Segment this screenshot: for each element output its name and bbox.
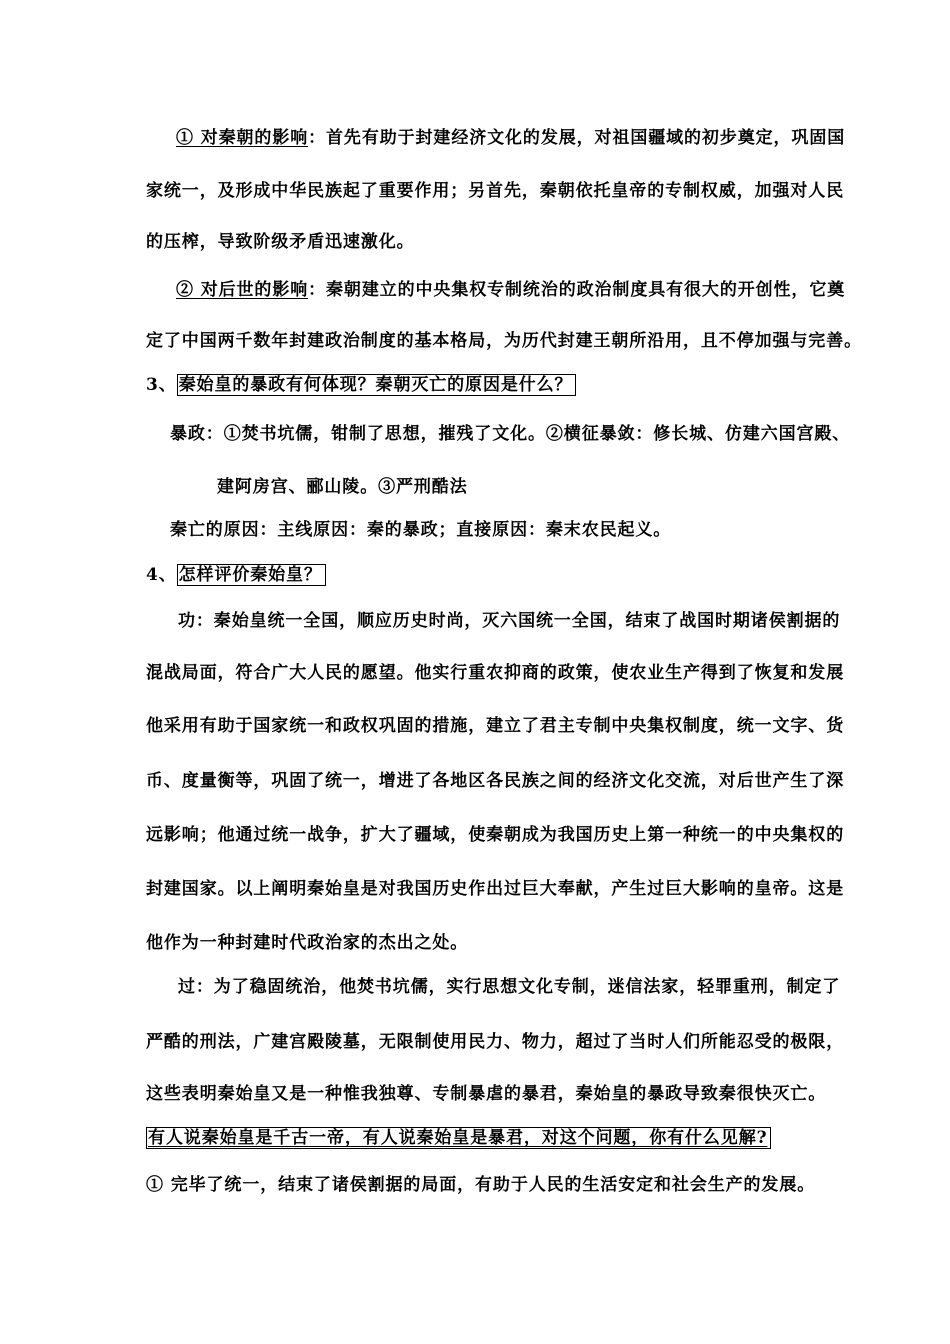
question-3-text: 秦始皇的暴政有何体现？秦朝灭亡的原因是什么？ bbox=[177, 374, 577, 396]
fall-cause-line: 秦亡的原因：主线原因：秦的暴政；直接原因：秦末农民起义。 bbox=[170, 520, 672, 540]
merit-line-3: 他采用有助于国家统一和政权巩固的措施，建立了君主专制中央集权制度，统一文字、货 bbox=[146, 716, 845, 736]
effect-on-later-label: ② 对后世的影响 bbox=[176, 280, 309, 300]
tyranny-line-1: 暴政：①焚书坑儒，钳制了思想，摧残了文化。②横征暴敛：修长城、仿建六国宫殿、 bbox=[170, 424, 851, 444]
question-5-text: 有人说秦始皇是千古一帝，有人说秦始皇是暴君，对这个问题，你有什么见解? bbox=[146, 1127, 771, 1149]
effect-on-qin-label: ① 对秦朝的影响 bbox=[176, 128, 309, 148]
tyranny-line-2: 建阿房宫、郦山陵。③严刑酷法 bbox=[217, 477, 468, 497]
merit-line-4: 币、度量衡等，巩固了统一，增进了各地区各民族之间的经济文化交流，对后世产生了深 bbox=[146, 771, 845, 791]
effect-on-later-paragraph bbox=[176, 279, 845, 301]
question-5-heading bbox=[146, 1127, 771, 1149]
merit-line-5: 远影响；他通过统一战争，扩大了疆域，使秦朝成为我国历史上第一种统一的中央集权的 bbox=[146, 825, 845, 845]
effect-on-later-colon: ： bbox=[308, 280, 327, 300]
effect-on-qin-line-2: 家统一，及形成中华民族起了重要作用；另首先，秦朝依托皇帝的专制权威，加强对人民 bbox=[146, 181, 845, 201]
question-3-number: 3、 bbox=[146, 375, 177, 395]
effect-on-qin-line-1: 首先有助于封建经济文化的发展，对祖国疆域的初步奠定，巩固国 bbox=[326, 128, 846, 148]
question-3-heading bbox=[146, 374, 576, 396]
fault-line-1: 过：为了稳固统治，他焚书坑儒，实行思想文化专制，迷信法家，轻罪重刑，制定了 bbox=[178, 977, 841, 997]
effect-on-later-line-2: 定了中国两千数年封建政治制度的基本格局，为历代封建王朝所沿用，且不停加强与完善。 bbox=[146, 331, 862, 351]
effect-on-qin-paragraph bbox=[176, 127, 845, 149]
merit-line-7: 他作为一种封建时代政治家的杰出之处。 bbox=[146, 933, 469, 953]
merit-line-6: 封建国家。以上阐明秦始皇是对我国历史作出过巨大奉献，产生过巨大影响的皇帝。这是 bbox=[146, 879, 845, 899]
fault-line-2: 严酷的刑法，广建宫殿陵墓，无限制使用民力、物力，超过了当时人们所能忍受的极限， bbox=[146, 1032, 845, 1052]
answer-5-line-1: ① 完毕了统一，结束了诸侯割据的局面，有助于人民的生活安定和社会生产的发展。 bbox=[146, 1175, 816, 1195]
merit-line-1: 功：秦始皇统一全国，顺应历史时尚，灭六国统一全国，结束了战国时期诸侯割据的 bbox=[178, 611, 841, 631]
fault-line-3: 这些表明秦始皇又是一种惟我独尊、专制暴虐的暴君，秦始皇的暴政导致秦很快灭亡。 bbox=[146, 1084, 827, 1104]
question-4-heading bbox=[146, 564, 326, 586]
question-4-text: 怎样评价秦始皇？ bbox=[177, 564, 326, 586]
effect-on-qin-line-3: 的压榨，导致阶级矛盾迅速激化。 bbox=[146, 232, 415, 252]
question-4-number: 4、 bbox=[146, 565, 177, 585]
merit-line-2: 混战局面，符合广大人民的愿望。他实行重农抑商的政策，使农业生产得到了恢复和发展 bbox=[146, 663, 845, 683]
effect-on-later-line-1: 秦朝建立的中央集权专制统治的政治制度具有很大的开创性，它奠 bbox=[326, 280, 846, 300]
effect-on-qin-colon: ： bbox=[308, 128, 327, 148]
